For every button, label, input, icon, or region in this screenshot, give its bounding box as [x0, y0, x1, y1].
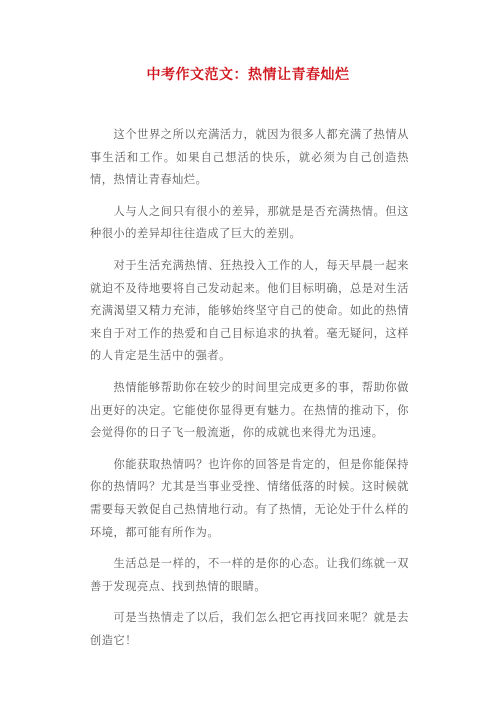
paragraph: 这个世界之所以充满活力，就因为很多人都充满了热情从事生活和工作。如果自己想活的快乐，就必须为自己创造热情，热情让青春灿烂。: [90, 128, 409, 187]
paragraph: 可是当热情走了以后，我们怎么把它再找回来呢？就是去创造它！: [90, 611, 409, 647]
document-title: 中考作文范文：热情让青春灿烂: [146, 67, 350, 83]
paragraph: 热情能够帮助你在较少的时间里完成更多的事，帮助你做出更好的决定。它能使你显得更有魅力。在热情的推动下，你会觉得你的日子飞一般流逝，你的成就也来得尤为迅速。: [90, 380, 409, 440]
document-body: [90, 124, 409, 661]
paragraph: 生活总是一样的，不一样的是你的心态。让我们练就一双善于发现亮点、找到热情的眼睛。: [90, 557, 409, 593]
paragraph: 人与人之间只有很小的差异，那就是是否充满热情。但这种很小的差异却往往造成了巨大的差别。: [90, 204, 409, 241]
paragraph: 你能获取热情吗？也许你的回答是肯定的，但是你能保持你的热情吗？尤其是当事业受挫、情绪低落的时候。这时候就需要每天敦促自己热情地行动。有了热情，无论处于什么样的环境，都可能有所作为。: [90, 457, 409, 539]
paragraph: 对于生活充满热情、狂热投入工作的人，每天早晨一起来就迫不及待地要将自己发动起来。他们目标明确，总是对生活充满渴望又精力充沛，能够始终坚守自己的使命。如此的热情来自于对工作的热爱和自己目标追求的执着。毫无疑问，这样的人肯定是生活中的强者。: [90, 258, 409, 363]
